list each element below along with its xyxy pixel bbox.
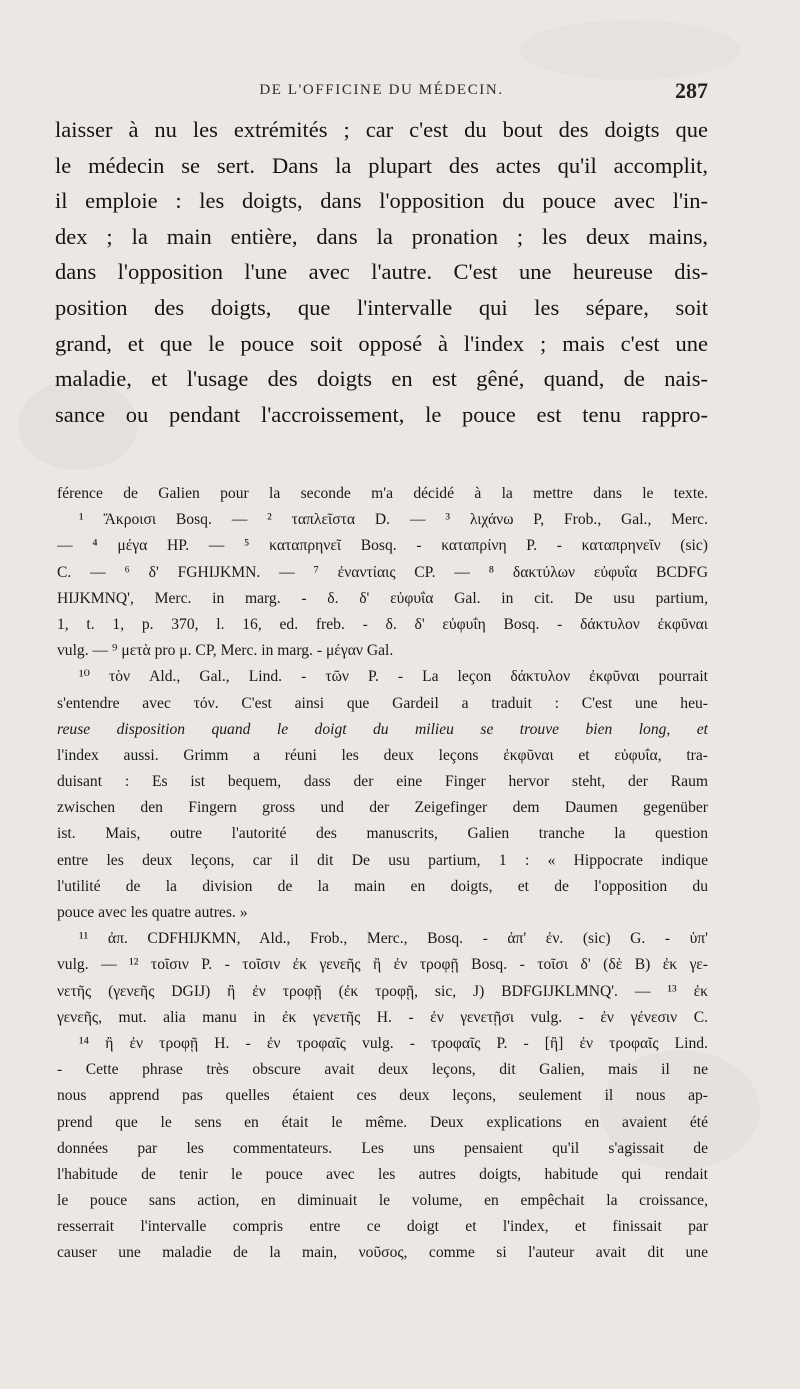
footnote-line: nous apprend pas quelles étaient ces deux leçons, seulement il nous ap-	[57, 1087, 708, 1105]
page-number: 287	[675, 78, 708, 103]
footnote-line: l'utilité de la division de la main en doigts, et de l'opposition du	[57, 877, 708, 895]
main-text	[55, 112, 708, 432]
text-line: il emploie : les doigts, dans l'opposition du pouce avec l'in-	[55, 188, 708, 214]
footnote-line: resserrait l'intervalle compris entre ce doigt et l'index, et finissait par	[57, 1218, 708, 1236]
footnote-line: causer une maladie de la main, νοῦσος, comme si l'auteur avait dit une	[57, 1244, 708, 1262]
footnote-line: l'habitude de tenir le pouce avec les autres doigts, habitude qui rendait	[57, 1165, 708, 1183]
text-line: maladie, et l'usage des doigts en est gêné, quand, de nais-	[55, 366, 708, 392]
footnote-line: — ⁴ μέγα HP. — ⁵ καταπρηνεῖ Bosq. - καταπρίνη P. - καταπρηνεῖν (sic)	[57, 537, 708, 555]
footnote-line: vulg. — ¹² τοῖσιν P. - τοῖσιν ἐκ γενεῆς ἢ ἐν τροφῇ Bosq. - τοῖσι δ' (δὲ B) ἐκ γε-	[57, 956, 708, 974]
footnote-line: 1, t. 1, p. 370, l. 16, ed. freb. - δ. δ' εὐφυΐη Bosq. - δάκτυλον ἐκφῦναι	[57, 615, 708, 633]
text-line: dans l'opposition l'une avec l'autre. C'est une heureuse dis-	[55, 259, 708, 285]
footnote-line: reuse disposition quand le doigt du milieu se trouve bien long, et	[57, 720, 708, 738]
footnote-line: le pouce sans action, en diminuait le volume, en empêchait la croissance,	[57, 1192, 708, 1210]
footnote-line: ist. Mais, outre l'autorité des manuscrits, Galien tranche la question	[57, 825, 708, 843]
running-head: DE L'OFFICINE DU MÉDECIN.	[259, 82, 504, 98]
footnote-line: duisant : Es ist bequem, dass der eine Finger hervor steht, der Raum	[57, 773, 708, 791]
page-header	[55, 78, 708, 104]
text-line: position des doigts, que l'intervalle qui les sépare, soit	[55, 294, 708, 320]
footnote-line: γενεῆς, mut. alia manu in ἐκ γενετῆς H. - ἐν γενετῇσι vulg. - ἐν γένεσιν C.	[57, 1008, 708, 1026]
text-line: laisser à nu les extrémités ; car c'est du bout des doigts que	[55, 117, 708, 142]
paper-stain	[520, 20, 740, 80]
text-line: grand, et que le pouce soit opposé à l'index ; mais c'est une	[55, 330, 708, 356]
footnote-line: férence de Galien pour la seconde m'a décidé à la mettre dans le texte.	[57, 485, 708, 502]
footnote-line: ¹⁴ ἢ ἐν τροφῇ H. - ἐν τροφαῖς vulg. - τροφαῖς P. - [ἢ] ἐν τροφαῖς Lind.	[79, 1034, 708, 1052]
text-line: sance ou pendant l'accroissement, le pouce est tenu rappro-	[55, 401, 708, 427]
footnote-line: vulg. — ⁹ μετὰ pro μ. CP, Merc. in marg. - μέγαν Gal.	[57, 642, 394, 660]
footnote-line: zwischen den Fingern gross und der Zeigefinger dem Daumen gegenüber	[57, 799, 708, 817]
footnote-line: s'entendre avec τόν. C'est ainsi que Gardeil a traduit : C'est une heu-	[57, 694, 708, 712]
footnote-line: prend que le sens en était le même. Deux explications en avaient été	[57, 1113, 708, 1131]
footnote-line: entre les deux leçons, car il dit De usu partium, 1 : « Hippocrate indique	[57, 851, 708, 869]
footnote-line: données par les commentateurs. Les uns pensaient qu'il s'agissait de	[57, 1139, 708, 1157]
footnote-line: ¹⁰ τὸν Ald., Gal., Lind. - τῶν P. - La leçon δάκτυλον ἐκφῦναι pourrait	[79, 668, 708, 686]
footnote-line: ¹ Ἄκροισι Bosq. — ² ταπλεῖστα D. — ³ λιχάνω P, Frob., Gal., Merc.	[79, 511, 708, 529]
footnote-line: C. — ⁶ δ' FGHIJKMN. — ⁷ ἐναντίαις CP. — ⁸ δακτύλων εὐφυΐα BCDFG	[57, 563, 708, 581]
footnote-line: - Cette phrase très obscure avait deux leçons, dit Galien, mais il ne	[57, 1061, 708, 1079]
text-line: dex ; la main entière, dans la pronation ; les deux mains,	[55, 223, 708, 249]
footnote-line: l'index aussi. Grimm a réuni les deux leçons ἐκφῦναι et εὐφυΐα, tra-	[57, 746, 708, 764]
footnote-line: ¹¹ ἀπ. CDFHIJKMN, Ald., Frob., Merc., Bosq. - ἀπ' ἐν. (sic) G. - ὑπ'	[79, 930, 708, 948]
footnotes	[57, 481, 708, 1267]
footnote-line: pouce avec les quatre autres. »	[57, 904, 248, 921]
footnote-line: HIJKMNQ', Merc. in marg. - δ. δ' εὐφυΐα Gal. in cit. De usu partium,	[57, 589, 708, 607]
text-line: le médecin se sert. Dans la plupart des actes qu'il accomplit,	[55, 152, 708, 178]
footnote-line: νετῆς (γενεῆς DGIJ) ἢ ἐν τροφῇ (ἐκ τροφῇ, sic, J) BDFGIJKLMNQ'. — ¹³ ἐκ	[57, 982, 708, 1000]
